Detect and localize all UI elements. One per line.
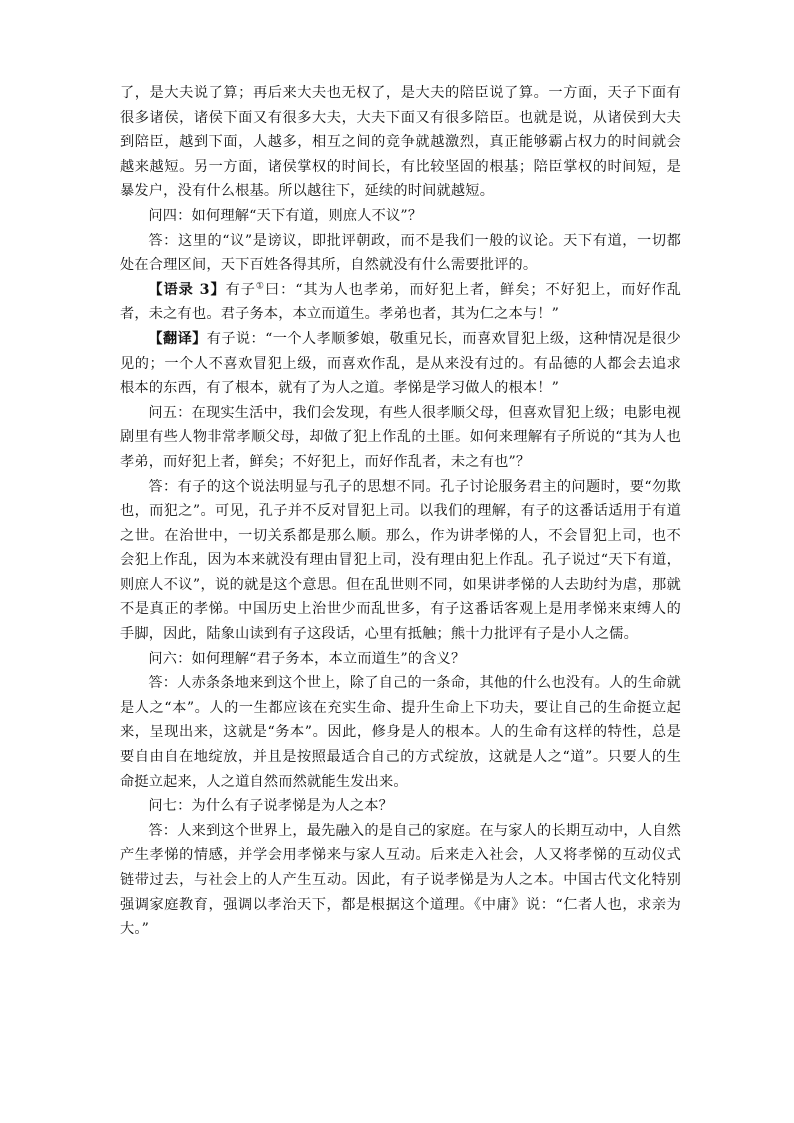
translation-text: 有子说：“一个人孝顺爹娘，敬重兄长，而喜欢冒犯上级，这种情况是很少见的；一个人不喜欢冒犯上级，而喜欢作乱，是从来没有过的。有品德的人都会去追求根本的东西，有了根本，就有了为人之道。孝悌是学习做人的根本！” <box>120 330 681 397</box>
quotation-speaker: 有子 <box>225 281 256 298</box>
answer-4: 答：这里的“议”是谤议，即批评朝政，而不是我们一般的议论。天下有道，一切都处在合理区间，天下百姓各得其所，自然就没有什么需要批评的。 <box>120 232 681 274</box>
quotation-text: 曰：“其为人也孝弟，而好犯上者，鲜矣；不好犯上，而好作乱者，未之有也。君子务本，本立而道生。孝弟也者，其为仁之本与！” <box>120 281 681 323</box>
paragraph-continuation: 了，是大夫说了算；再后来大夫也无权了，是大夫的陪臣说了算。一方面，天子下面有很多诸侯，诸侯下面又有很多大夫，大夫下面又有很多陪臣。也就是说，从诸侯到大夫到陪臣，越到下面，人越多，相互之间的竞争就越激烈，真正能够霸占权力的时间就会越来越短。另一方面，诸侯掌权的时间长，有比较坚固的根基；陪臣掌权的时间短，是暴发户，没有什么根基。所以越往下，延续的时间就越短。 <box>120 85 681 200</box>
footnote-marker: ① <box>255 281 265 292</box>
answer-7: 答：人来到这个世界上，最先融入的是自己的家庭。在与家人的长期互动中，人自然产生孝悌的情感，并学会用孝悌来与家人互动。后来走入社会，人又将孝悌的互动仪式链带过去，与社会上的人产生互动。因此，有子说孝悌是为人之本。中国古代文化特别强调家庭教育，强调以孝治天下，都是根据这个道理。《中庸》说：“仁者人也，求亲为大。” <box>120 822 681 938</box>
quotation-tag: 【语录 3】 <box>148 281 226 298</box>
translation <box>120 327 681 401</box>
answer-5: 答：有子的这个说法明显与孔子的思想不同。孔子讨论服务君主的问题时，要“勿欺也，而犯之”。可见，孔子并不反对冒犯上司。以我们的理解，有子的这番话适用于有道之世。在治世中，一切关系都是那么顺。那么，作为讲孝悌的人，不会冒犯上司，也不会犯上作乱，因为本来就没有理由冒犯上司，没有理由犯上作乱。孔子说过“天下有道，则庶人不议”，说的就是这个意思。但在乱世则不同，如果讲孝悌的人去助纣为虐，那就不是真正的孝悌。中国历史上治世少而乱世多，有子这番话客观上是用孝悌来束缚人的手脚，因此，陆象山读到有子这段话，心里有抵触；熊十力批评有子是小人之儒。 <box>120 478 681 643</box>
question-5: 问五：在现实生活中，我们会发现，有些人很孝顺父母，但喜欢冒犯上级；电影电视剧里有些人物非常孝顺父母，却做了犯上作乱的土匪。如何来理解有子所说的“其为人也孝弟，而好犯上者，鲜矣；不好犯上，而好作乱者，未之有也”？ <box>120 404 681 470</box>
question-6: 问六：如何理解“君子务本，本立而道生”的含义？ <box>148 650 466 667</box>
question-4: 问四：如何理解“天下有道，则庶人不议”？ <box>148 207 423 224</box>
document-page <box>120 81 681 942</box>
question-7: 问七：为什么有子说孝悌是为人之本？ <box>148 798 393 815</box>
translation-tag: 【翻译】 <box>148 330 207 347</box>
quotation-3 <box>120 278 681 327</box>
answer-6: 答：人赤条条地来到这个世上，除了自己的一条命，其他的什么也没有。人的生命就是人之“本”。人的一生都应该在充实生命、提升生命上下功夫，要让自己的生命挺立起来，呈现出来，这就是“务本”。因此，修身是人的根本。人的生命有这样的特性，总是要自由自在地绽放，并且是按照最适合自己的方式绽放，这就是人之“道”。只要人的生命挺立起来，人之道自然而然就能生发出来。 <box>120 675 681 790</box>
